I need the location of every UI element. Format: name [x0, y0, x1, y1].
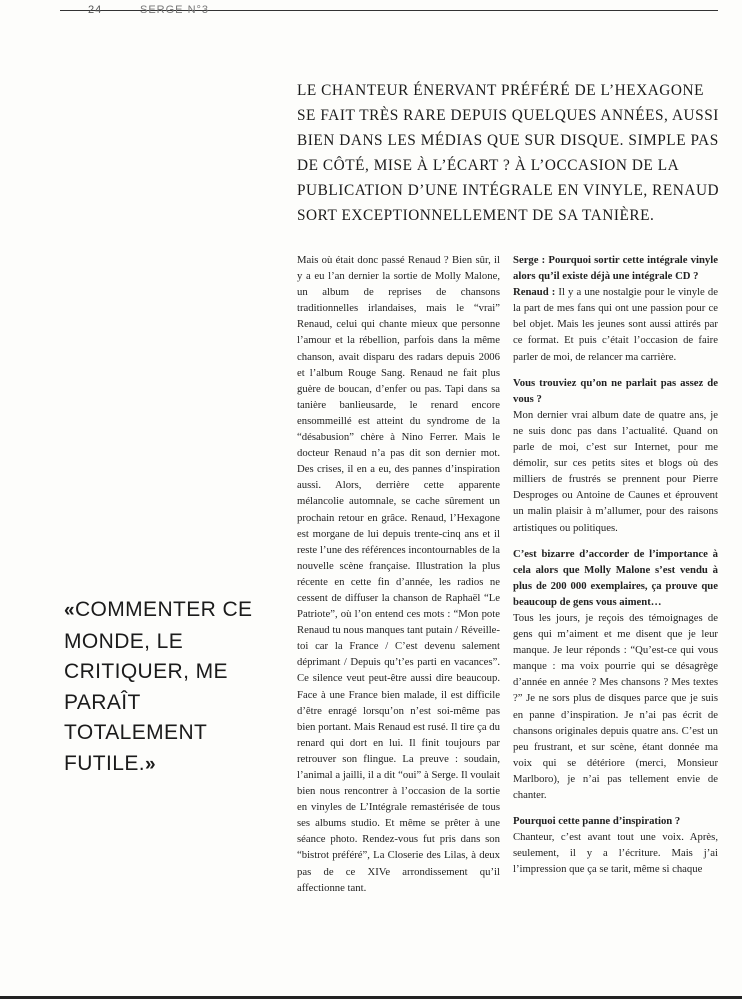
article-column-left: [297, 252, 500, 896]
interview-question-3: C’est bizarre d’accorder de l’importance à cela alors que Molly Malone s’est vendu à plus de 200 000 exemplaires, ça prouve que beaucoup de gens vous aiment…: [513, 547, 718, 608]
article-chapeau: LE CHANTEUR ÉNERVANT PRÉFÉRÉ DE L’HEXAGONE SE FAIT TRÈS RARE DEPUIS QUELQUES ANNÉES, AUSSI BIEN DANS LES MÉDIAS QUE SUR DISQUE. SIMPLE PAS DE CÔTÉ, MISE À L’ÉCART ? À L’OCCASION DE LA PUBLICATION D’UNE INTÉGRALE EN VINYLE, RENAUD SORT EXCEPTIONNELLEMENT DE SA TANIÈRE.: [297, 82, 720, 224]
answer-speaker: Renaud :: [513, 286, 556, 299]
quote-open-mark: «: [64, 600, 75, 621]
interview-question-1: Serge : Pourquoi sortir cette intégrale vinyle alors qu’il existe déjà une intégrale CD ?: [513, 254, 718, 283]
interview-question-2: Vous trouviez qu’on ne parlait pas assez de vous ?: [513, 376, 718, 405]
answer-text: Il y a une nostalgie pour le vinyle de la part de mes fans qui ont une passion pour ce bel objet. Mais les jeunes sont aussi attirés par ce format. Et puis c’était l’occasion de faire parler de moi, de relancer ma carrière.: [513, 286, 718, 363]
interview-question-4: Pourquoi cette panne d’inspiration ?: [513, 815, 681, 828]
pull-quote: [64, 595, 264, 780]
magazine-label: SERGE N°3: [140, 4, 210, 16]
page-number: 24: [88, 4, 103, 16]
interview-answer-2: Mon dernier vrai album date de quatre ans, je ne suis donc pas dans l’actualité. Quand on parle de moi, c’est sur Internet, pour me démolir, sur ces petits sites et blogs où des milliers de frustrés se prennent pour Pierre Desproges ou Antoine de Caunes et éprouvent un malin plaisir à m’allumer, pour des raisons artistiques ou politiques.: [513, 408, 718, 534]
quote-close-mark: »: [144, 753, 156, 775]
pull-quote-text: COMMENTER CE MONDE, LE CRITIQUER, ME PARAÎT TOTALEMENT FUTILE.: [64, 598, 253, 775]
header-rule: [60, 4, 718, 16]
interview-answer-4: Chanteur, c’est avant tout une voix. Après, seulement, il y a l’écriture. Mais j’ai l’impression que ça se tarit, même si chaque: [513, 831, 718, 876]
article-column-right: [513, 252, 718, 887]
intro-paragraph: Mais où était donc passé Renaud ? Bien sûr, il y a eu l’an dernier la sortie de Molly Malone, un album de reprises de chansons traditionnelles irlandaises, mais le “vrai” Renaud, celui qui chante mieux que personne l’amour et la rébellion, parfois dans la même chanson, avait disparu des radars depuis 2006 et l’album Rouge Sang. Renaud ne fait plus guère de boucan, d’enfer ou pas. Tapi dans sa tanière banlieusarde, le renard encore ensommeillé est atteint du syndrome de la “désabusion” chère à Nino Ferrer. Mais le docteur Renaud n’a pas dit son dernier mot. Des crises, il en a eu, des pannes d’inspiration aussi. Alors, derrière cette apparente mélancolie automnale, se cache sûrement un prochain retour en grâce. Renaud, l’Hexagone est morgane de lui depuis trente-cinq ans et il reste l’une des références incontournables de la nouvelle scène française. Illustration la plus récente en cette fin d’année, les radios ne cessent de diffuser la chanson de Raphaël “Le Patriote”, où l’on entend ces mots : “Mon pote Renaud tu nous manques tant putain / Réveille-toi car la France / C’est devenu salement déprimant / Depuis qu’t’es parti en vacances”. Ce silence veut peut-être aussi dire beaucoup. Face à une France bien malade, il est difficile d’être enragé lorsqu’on n’est soi-même pas bien portant. Mais Renaud est rusé. Il tire ça du renard qui dort en lui. Il finit toujours par retrouver son flingue. La preuve : soudain, l’animal a jailli, il a dit “oui” à Serge. Il voulait bien nous rencontrer à l’occasion de la sortie en vinyles de L’Intégrale remastérisée de tous ses albums studio. Et même se prêter à une séance photo. Rendez-vous fut pris dans son “bistrot préféré”, La Closerie des Lilas, à deux pas de ce XIVe arrondissement qu’il affectionne tant.: [297, 254, 500, 894]
interview-answer-1: [513, 284, 718, 364]
interview-answer-3: Tous les jours, je reçois des témoignages de gens qui m’aiment et me disent que je leur manque. Je leur réponds : “Qu’est-ce qui vous manque : ma voix pourrie qui se désagrège d’année en année ? Mes chansons ? Mes textes ?” Je ne sors plus de disques parce que je suis en panne d’inspiration. Je n’ai pas écrit de chansons originales depuis quatre ans. C’est un peu frustrant, et sur scène, étant donnée ma voix qui se détériore (merci, Monsieur Marlboro), je n’ai pas tellement envie de chanter.: [513, 611, 718, 801]
